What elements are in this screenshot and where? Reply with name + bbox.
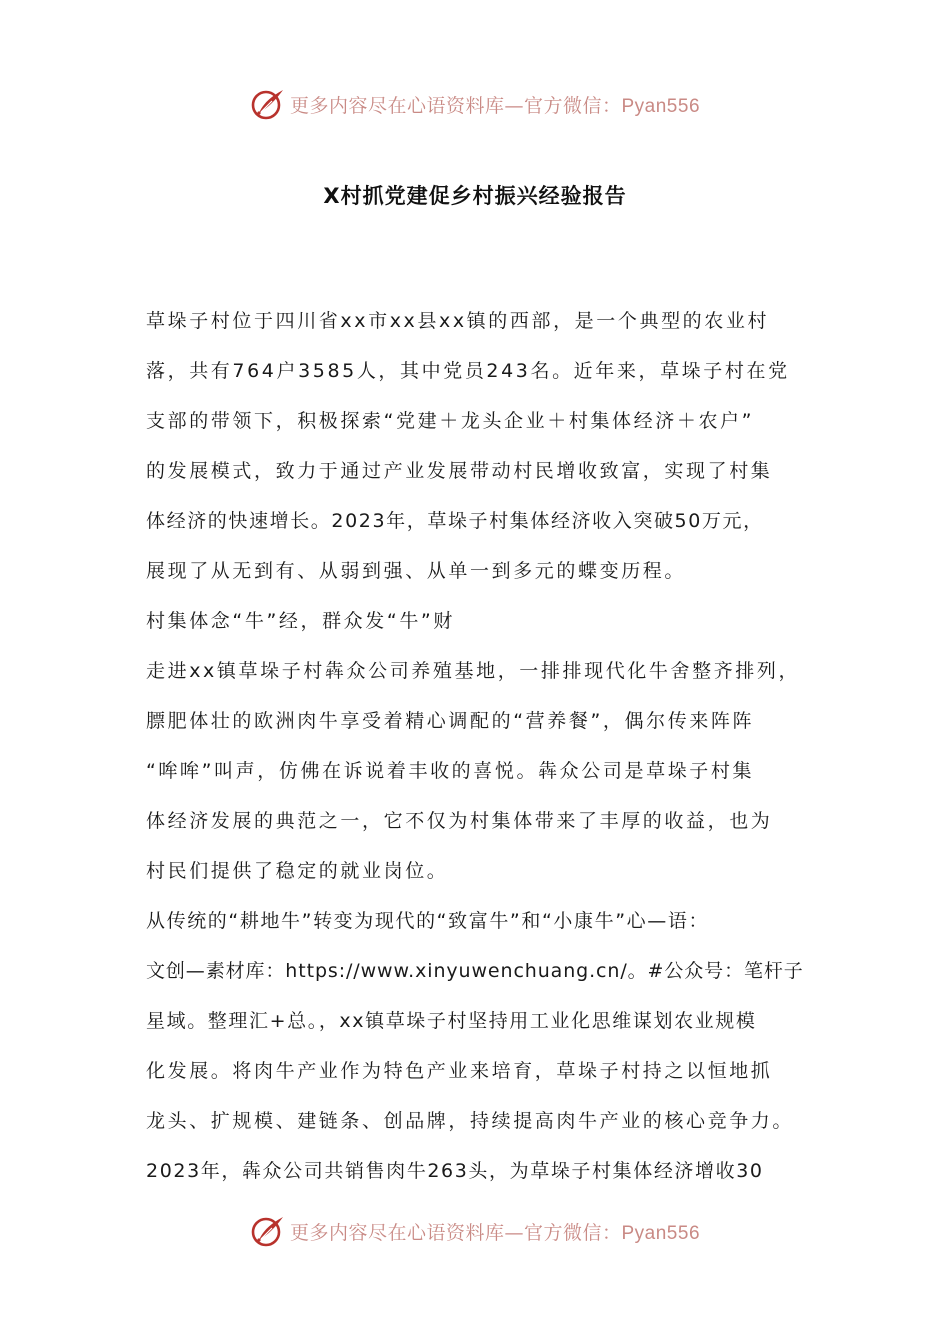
text-line: 文创—素材库：https://www.xinyuwenchuang.cn/。#公众号：笔杆子 bbox=[146, 960, 804, 982]
banner-text: 更多内容尽在心语资料库—官方微信：Pyan556 bbox=[289, 1221, 701, 1244]
text-line: “哞哞”叫声，仿佛在诉说着丰收的喜悦。犇众公司是草垛子村集 bbox=[146, 760, 755, 782]
wechat-id: Pyan556 bbox=[621, 1222, 701, 1244]
footer-banner bbox=[0, 1211, 950, 1251]
text-line: 走进xx镇草垛子村犇众公司养殖基地，一排排现代化牛舍整齐排列， bbox=[146, 660, 801, 682]
banner-text: 更多内容尽在心语资料库—官方微信：Pyan556 bbox=[289, 94, 701, 117]
text-line: 2023年，犇众公司共销售肉牛263头，为草垛子村集体经济增收30 bbox=[146, 1160, 764, 1182]
text-line: 星域。整理汇+总。，xx镇草垛子村坚持用工业化思维谋划农业规模 bbox=[146, 1010, 757, 1032]
document-title: X村抓党建促乡村振兴经验报告 bbox=[323, 184, 627, 208]
header-banner bbox=[0, 84, 950, 124]
document-body bbox=[146, 296, 818, 1196]
wechat-id: Pyan556 bbox=[621, 95, 701, 117]
text-line: 草垛子村位于四川省xx市xx县xx镇的西部，是一个典型的农业村 bbox=[146, 310, 770, 332]
text-line: 从传统的“耕地牛”转变为现代的“致富牛”和“小康牛”心—语： bbox=[146, 910, 710, 932]
quill-logo-icon bbox=[250, 86, 286, 122]
text-line: 展现了从无到有、从弱到强、从单一到多元的蝶变历程。 bbox=[146, 560, 687, 582]
text-line: 落，共有764户3585人，其中党员243名。近年来，草垛子村在党 bbox=[146, 360, 790, 382]
text-line: 龙头、扩规模、建链条、创品牌，持续提高肉牛产业的核心竞争力。 bbox=[146, 1110, 795, 1132]
text-line: 体经济发展的典范之一，它不仅为村集体带来了丰厚的收益，也为 bbox=[146, 810, 773, 832]
quill-logo-icon bbox=[250, 1213, 286, 1249]
text-line: 体经济的快速增长。2023年，草垛子村集体经济收入突破50万元， bbox=[146, 510, 764, 532]
text-line: 膘肥体壮的欧洲肉牛享受着精心调配的“营养餐”，偶尔传来阵阵 bbox=[146, 710, 755, 732]
text-line: 支部的带领下，积极探索“党建＋龙头企业＋村集体经济＋农户” bbox=[146, 410, 755, 432]
text-line: 村民们提供了稳定的就业岗位。 bbox=[146, 860, 449, 882]
text-line: 的发展模式，致力于通过产业发展带动村民增收致富，实现了村集 bbox=[146, 460, 773, 482]
text-line: 化发展。将肉牛产业作为特色产业来培育，草垛子村持之以恒地抓 bbox=[146, 1060, 773, 1082]
section-heading: 村集体念“牛”经，群众发“牛”财 bbox=[146, 610, 455, 632]
